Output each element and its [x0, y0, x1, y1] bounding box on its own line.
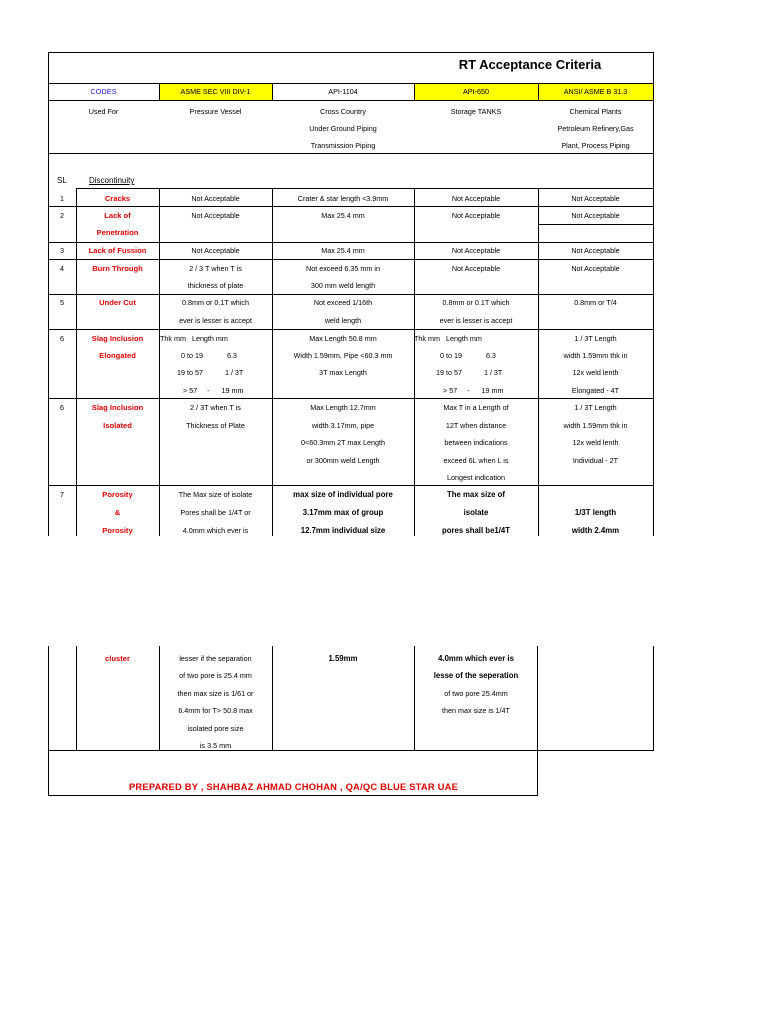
used-for-label: Used For	[88, 107, 119, 116]
cell: 2 / 3T when T is	[190, 403, 241, 412]
cell: Thk mm Length mm	[160, 334, 228, 343]
cell: ever is lesser is accept	[179, 316, 252, 325]
row-name-slag-inclusion-isolated: Slag Inclusion	[91, 403, 144, 412]
cell: 0.8mm or 0.1T which	[442, 298, 510, 307]
cell: 3T max Length	[319, 368, 367, 377]
cell: 0.8mm or T/4	[574, 298, 617, 307]
cell: Max Length 12.7mm	[310, 403, 376, 412]
page-title: RT Acceptance Criteria	[458, 57, 602, 72]
used-for-asme: Pressure Vessel	[189, 107, 242, 116]
cell: 2 / 3 T when T is	[189, 264, 242, 273]
cell: Crater & star length <3.9mm	[297, 194, 389, 203]
cell: 0<60.3mm 2T max Length	[301, 438, 385, 447]
cell: weld length	[324, 316, 362, 325]
cell: 0.8mm or 0.1T which	[182, 298, 249, 307]
grid-line	[48, 206, 654, 207]
cell: max size of individual pore	[293, 490, 393, 499]
grid-line	[537, 646, 538, 795]
grid-line	[48, 750, 654, 751]
cell: Not Acceptable	[191, 211, 240, 220]
used-for-api650: Storage TANKS	[450, 107, 502, 116]
grid-line	[48, 294, 654, 295]
grid-line	[653, 646, 654, 750]
cell: Not Acceptable	[571, 194, 620, 203]
cell: width 1.59mm thk in	[563, 351, 628, 360]
cell: Width 1.59mm, Pipe <60.3 mm	[293, 351, 393, 360]
cell: then max size is 1/4T	[442, 706, 510, 715]
used-for-api1104-line: Under Ground Piping	[309, 124, 377, 133]
header-codes: CODES	[90, 87, 117, 96]
cell: 0 to 19 6.3	[181, 351, 237, 360]
cell: Not Acceptable	[571, 211, 620, 220]
cell: Longest indication	[447, 473, 505, 482]
row-name-slag-inclusion-isolated: Isolated	[103, 421, 132, 430]
cell: 1 / 3T Length	[574, 334, 617, 343]
header-api1104: API-1104	[328, 87, 358, 96]
sl-header: SL	[57, 176, 67, 185]
cell: thickness of plate	[187, 281, 244, 290]
cell: 12x weld lenth	[572, 438, 619, 447]
cell: Max T in a Length of	[443, 403, 509, 412]
row-name-lack-of-fussion: Lack of Fussion	[88, 246, 147, 255]
cell: width 1.59mm thk in	[563, 421, 628, 430]
cell: Not Acceptable	[571, 246, 620, 255]
cell: between indications	[444, 438, 508, 447]
cell: is 3.5 mm	[199, 741, 232, 750]
discontinuity-header: Discontinuity	[89, 176, 135, 185]
cell: Thk mm Length mm	[414, 334, 482, 343]
cell: of two pore is 25.4 mm	[179, 671, 252, 680]
cell: 300 mm weld length	[310, 281, 376, 290]
row-name-porosity: &	[114, 508, 121, 517]
row-sl: 7	[60, 490, 64, 499]
cell: then max size is 1/61 or	[177, 689, 254, 698]
row-name-slag-inclusion-elongated: Elongated	[99, 351, 136, 360]
grid-line	[48, 259, 654, 260]
cell: 3.17mm max of group	[302, 508, 384, 517]
row-name-porosity: Porosity	[102, 490, 133, 499]
cell: 4.0mm which ever is	[182, 526, 249, 535]
grid-line	[48, 795, 538, 796]
row-name-burn-through: Burn Through	[92, 264, 143, 273]
cell: Not Acceptable	[451, 246, 501, 255]
row-name-porosity: Porosity	[102, 526, 133, 535]
cell: 0 to 19 6.3	[440, 351, 496, 360]
grid-line	[76, 188, 77, 536]
row-name-slag-inclusion-elongated: Slag Inclusion	[91, 334, 144, 343]
grid-line	[538, 188, 539, 536]
grid-line	[48, 153, 654, 154]
row-sl: 1	[60, 194, 64, 203]
row-sl: 5	[60, 298, 64, 307]
grid-line	[48, 83, 654, 84]
cell: Not Acceptable	[451, 211, 501, 220]
grid-line	[48, 242, 654, 243]
cell: isolated pore size	[187, 724, 244, 733]
row-name-under-cut: Under Cut	[99, 298, 136, 307]
row-sl: 2	[60, 211, 64, 220]
row-sl: 6	[60, 403, 64, 412]
header-asme: ASME SEC VIII DIV-1	[180, 87, 251, 96]
cell: width 2.4mm	[571, 526, 620, 535]
cell: Not Acceptable	[451, 264, 501, 273]
prepared-by: PREPARED BY , SHAHBAZ AHMAD CHOHAN , QA/QC BLUE STAR UAE	[128, 781, 459, 792]
cell: 1 / 3T Length	[574, 403, 617, 412]
cell: Not Acceptable	[191, 194, 240, 203]
cell: lesse of the seperation	[433, 671, 519, 680]
row-sl: 4	[60, 264, 64, 273]
cell: 12x weld lenth	[572, 368, 619, 377]
cell: Elongated - 4T	[571, 386, 620, 395]
cell: Max 25.4 mm	[321, 246, 365, 255]
grid-line	[159, 188, 160, 536]
row-name-lack-of-penetration: Penetration	[96, 228, 139, 237]
cell: Not Acceptable	[191, 246, 240, 255]
cell: Not Acceptable	[451, 194, 501, 203]
cell: Not exceed 1/16th	[313, 298, 373, 307]
cell: 12.7mm individual size	[300, 526, 386, 535]
cell: Pores shall be 1/4T or	[180, 508, 251, 517]
cell: Individual - 2T	[572, 456, 619, 465]
cell: Max Length 50.8 mm	[309, 334, 377, 343]
cell: isolate	[463, 508, 489, 517]
grid-line	[414, 188, 415, 536]
cell: 1/3T length	[574, 508, 617, 517]
header-api650: API-650	[463, 87, 489, 96]
header-ansi: ANSI/ ASME B 31.3	[563, 87, 628, 96]
cell: 4.0mm which ever is	[438, 654, 514, 663]
grid-line	[48, 329, 654, 330]
cell: 6.4mm for T> 50.8 max	[178, 706, 253, 715]
cell: 19 to 57 1 / 3T	[436, 368, 503, 377]
cell: 19 to 57 1 / 3T	[177, 368, 244, 377]
grid-line	[538, 224, 654, 225]
grid-line	[48, 485, 654, 486]
cell: Not Acceptable	[571, 264, 620, 273]
cell: 1.59mm	[328, 654, 358, 663]
used-for-api1104-line: Transmission Piping	[310, 141, 376, 150]
row-sl: 6	[60, 334, 64, 343]
cell: exceed 6L when L is	[443, 456, 509, 465]
cell: 12T when distance	[445, 421, 507, 430]
row-name-cracks: Cracks	[104, 194, 131, 203]
used-for-api1104-line: Cross Country	[320, 107, 366, 116]
row-sl: 3	[60, 246, 64, 255]
cell: Max 25.4 mm	[321, 211, 365, 220]
used-for-ansi-line: Plant, Process Piping	[561, 141, 630, 150]
cell: width 3.17mm, pipe	[311, 421, 375, 430]
grid-line	[48, 52, 654, 53]
cell: of two pore 25.4mm	[444, 689, 508, 698]
used-for-ansi-line: Petroleum Refinery,Gas	[557, 124, 634, 133]
row-name-porosity-cluster: cluster	[105, 654, 130, 663]
grid-line	[48, 646, 49, 795]
cell: Not exceed 6.35 mm in	[306, 264, 380, 273]
row-name-lack-of-penetration: Lack of	[104, 211, 131, 220]
cell: or 300mm weld Length	[306, 456, 380, 465]
grid-line	[76, 188, 654, 189]
cell: Thickness of Plate	[186, 421, 245, 430]
grid-line	[272, 188, 273, 536]
cell: > 57 - 19 mm	[443, 386, 504, 395]
cell: The max size of	[446, 490, 506, 499]
cell: > 57 - 19 mm	[183, 386, 244, 395]
used-for-ansi-line: Chemical Plants	[569, 107, 622, 116]
cell: lesser if the separation	[179, 654, 252, 663]
cell: The Max size of isolate	[178, 490, 253, 499]
grid-line	[48, 398, 654, 399]
grid-line	[48, 100, 654, 101]
cell: pores shall be1/4T	[441, 526, 511, 535]
cell: ever is lesser is accept	[439, 316, 513, 325]
